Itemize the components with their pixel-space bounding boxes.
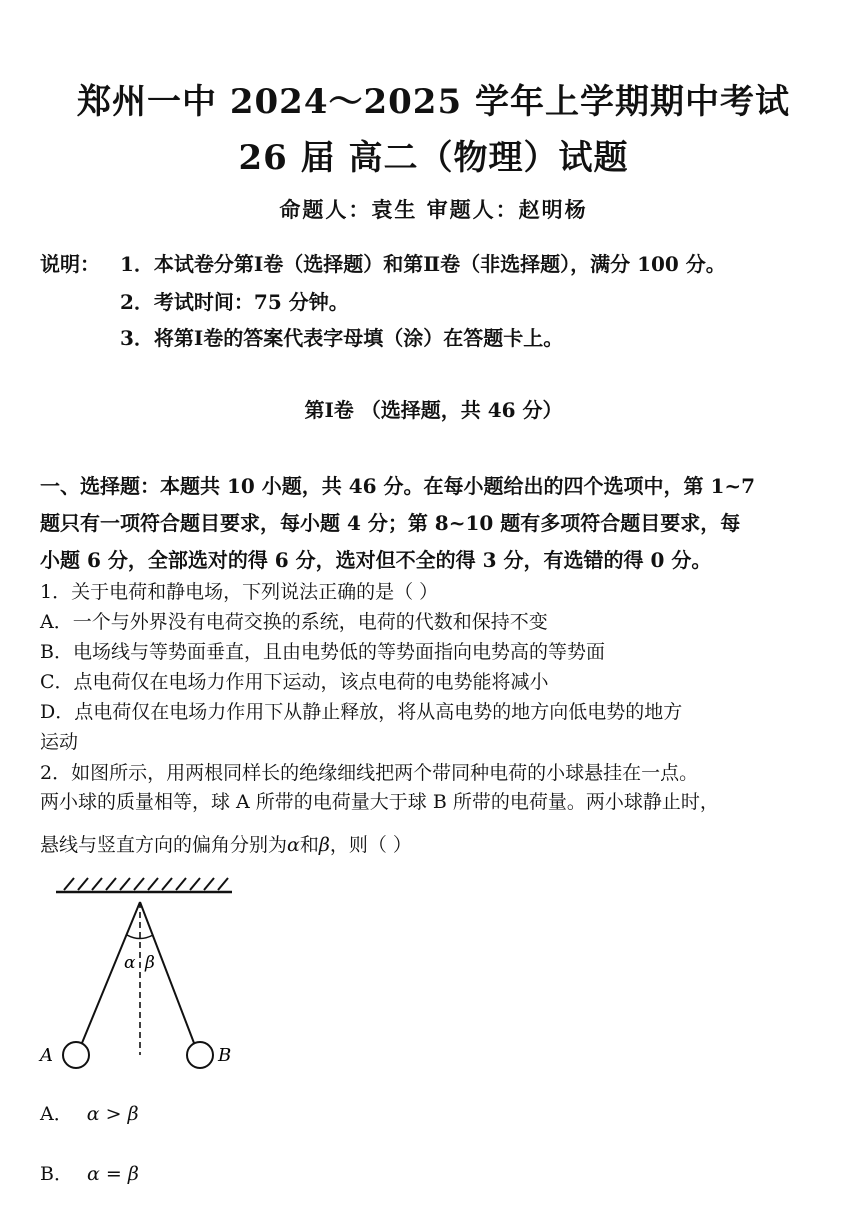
option-b-expression: α = β [87,1163,139,1185]
ceiling-support [56,878,232,892]
stem-answer-bracket: ，则（ ） [329,834,412,856]
ball-b-label: B [218,1045,232,1066]
notes-label: 说明： [40,252,100,276]
option-b-label: B． [40,1163,73,1185]
note-item-2: 2．考试时间：75 分钟。 [120,290,349,314]
section-instructions-line2: 题只有一项符合题目要求，每小题 4 分；第 8~10 题有多项符合题目要求，每 [40,511,741,535]
stem-and: 和 [299,834,319,856]
beta-label: β [145,953,155,973]
question-2-stem-line2: 两小球的质量相等，球 A 所带的电荷量大于球 B 所带的电荷量。两小球静止时， [40,791,719,813]
question-2-stem-line3 [40,830,412,857]
alpha-symbol: α [287,834,300,856]
alpha-label: α [124,953,136,973]
question-2-option-a [40,1099,139,1126]
question-1-option-c: C．点电荷仅在电场力作用下运动，该点电荷的电势能将减小 [40,671,549,693]
pendulum-figure [0,870,260,1080]
note-item-1: 1．本试卷分第Ⅰ卷（选择题）和第Ⅱ卷（非选择题），满分 100 分。 [120,252,726,276]
note-item-3: 3．将第Ⅰ卷的答案代表字母填（涂）在答题卡上。 [120,326,564,350]
question-1-option-d: D．点电荷仅在电场力作用下从静止释放，将从高电势的地方向低电势的地方 [40,701,683,723]
section-instructions-line1: 一、选择题：本题共 10 小题，共 46 分。在每小题给出的四个选项中，第 1~7 [40,474,756,498]
question-1-option-a: A．一个与外界没有电荷交换的系统，电荷的代数和保持不变 [40,611,548,633]
exam-title-line2: 26 届 高二（物理）试题 [238,138,629,178]
question-1-stem: 1．关于电荷和静电场，下列说法正确的是（ ） [40,581,439,603]
beta-symbol: β [318,834,330,856]
ball-a [63,1042,89,1068]
ball-a-label: A [40,1045,53,1066]
ball-b [187,1042,213,1068]
option-a-label: A． [40,1103,73,1125]
question-2-stem-line1: 2．如图所示，用两根同样长的绝缘细线把两个带同种电荷的小球悬挂在一点。 [40,762,699,784]
section-heading: 第Ⅰ卷 （选择题，共 46 分） [304,398,563,422]
question-1-option-d-continued: 运动 [40,731,79,753]
exam-title-line1: 郑州一中 2024～2025 学年上学期期中考试 [77,82,790,122]
question-2-option-b [40,1159,139,1186]
exam-authors: 命题人：袁生 审题人：赵明杨 [279,197,588,222]
question-1-option-b: B．电场线与等势面垂直，且由电势低的等势面指向电势高的等势面 [40,641,605,663]
stem-text: 悬线与竖直方向的偏角分别为 [40,834,288,856]
option-a-expression: α > β [86,1103,139,1125]
section-instructions-line3: 小题 6 分，全部选对的得 6 分，选对但不全的得 3 分，有选错的得 0 分。 [40,548,712,572]
